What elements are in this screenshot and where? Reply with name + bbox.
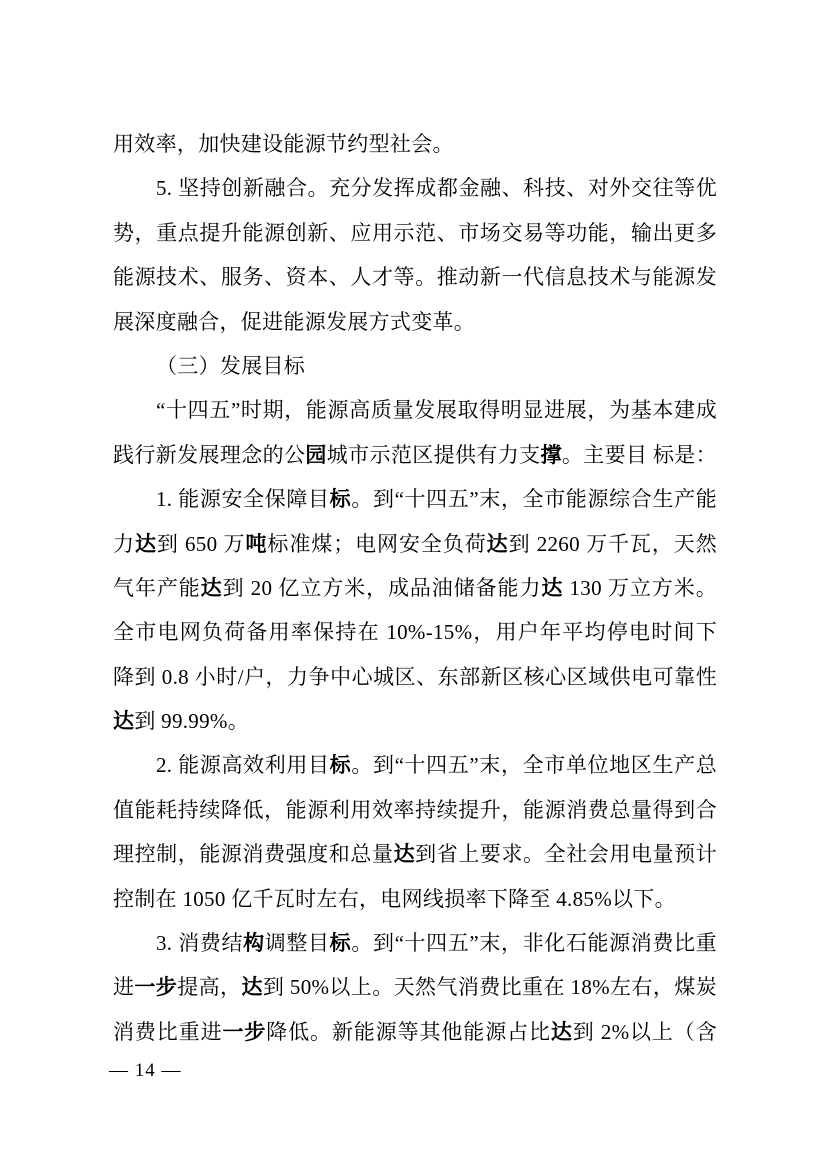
bold-text: 达: [113, 709, 135, 734]
text-run: 到 2%以上（含: [572, 1019, 717, 1044]
text-run: （三）发展目标: [156, 353, 306, 378]
text-run: “十四五”时期，能源高质量发展取得明显进展，为基本建成: [156, 398, 717, 423]
text-run: 值能耗持续降低，能源利用效率持续提升，能源消费总量得到合: [113, 797, 717, 822]
page-number-text: — 14 —: [109, 1060, 182, 1081]
bold-text: 达: [241, 975, 263, 1000]
text-run: 。主要目 标是：: [561, 442, 717, 467]
text-run: 。到“十四五”末，全市能源综合生产能: [351, 487, 718, 512]
bold-text: 达: [393, 842, 416, 867]
bold-text: 标: [329, 753, 352, 778]
bold-text: 园: [305, 442, 327, 467]
text-run: 5. 坚持创新融合。充分发挥成都金融、科技、对外交往等优: [156, 176, 717, 201]
text-line: [113, 211, 717, 255]
page-number: [109, 1056, 182, 1086]
bold-text: 标: [329, 931, 352, 956]
text-line: [113, 743, 717, 787]
text-run: 城市示范区提供有力支: [326, 442, 541, 467]
text-line: [113, 832, 717, 876]
text-run: 展深度融合，促进能源发展方式变革。: [113, 309, 476, 334]
text-run: 能源技术、服务、资本、人才等。推动新一代信息技术与能源发: [113, 265, 717, 290]
text-line: [113, 921, 717, 965]
bold-text: 达: [550, 1019, 573, 1044]
text-run: 到 20 亿立方米，成品油储备能力: [222, 575, 542, 600]
text-run: 降到 0.8 小时/户，力争中心城区、东部新区核心区域供电可靠性: [113, 664, 717, 689]
text-line: [113, 477, 717, 521]
text-line: [113, 166, 717, 210]
text-run: 势，重点提升能源创新、应用示范、市场交易等功能，输出更多: [113, 220, 717, 245]
text-run: 理控制，能源消费强度和总量: [113, 842, 394, 867]
text-run: 控制在 1050 亿千瓦时左右，电网线损率下降至 4.85%以下。: [113, 886, 676, 911]
text-run: 到 650 万: [156, 531, 246, 556]
text-line: [113, 1010, 717, 1054]
bold-text: 吨: [245, 531, 268, 556]
text-block: [113, 122, 717, 1054]
text-line: [113, 788, 717, 832]
text-line: [113, 255, 717, 299]
text-run: 践行新发展理念的公: [113, 442, 306, 467]
bold-text: 达: [486, 531, 509, 556]
text-run: 到 50%以上。天然气消费比重在 18%左右，煤炭: [262, 975, 717, 1000]
bold-text: 一步: [222, 1019, 267, 1044]
text-run: 1. 能源安全保障目: [156, 487, 330, 512]
text-run: 130 万立方米。: [563, 575, 717, 600]
text-run: 到省上要求。全社会用电量预计: [415, 842, 718, 867]
bold-text: 构: [243, 931, 265, 956]
bold-text: 撑: [540, 442, 562, 467]
text-line: [113, 433, 717, 477]
text-run: 降低。新能源等其他能源占比: [266, 1019, 551, 1044]
text-run: 到 99.99%。: [134, 709, 250, 734]
text-run: 。到“十四五”末，全市单位地区生产总: [351, 753, 718, 778]
text-line: [113, 300, 717, 344]
bold-text: 达: [541, 575, 564, 600]
bold-text: 达: [134, 531, 157, 556]
text-run: 到 2260 万千瓦，天然: [508, 531, 718, 556]
text-line: [113, 522, 717, 566]
text-line: [113, 877, 717, 921]
text-line: [113, 699, 717, 743]
bold-text: 标: [329, 487, 352, 512]
text-line: [113, 388, 717, 432]
text-run: 调整目: [264, 931, 330, 956]
text-run: 3. 消费结: [156, 931, 244, 956]
text-run: 提高，: [177, 975, 242, 1000]
text-run: 。到“十四五”末，非化石能源消费比重: [351, 931, 717, 956]
text-run: 气年产能: [113, 575, 201, 600]
text-run: 消费比重进: [113, 1019, 223, 1044]
text-line: [113, 655, 717, 699]
bold-text: 达: [200, 575, 223, 600]
text-line: [113, 965, 717, 1009]
text-line: [113, 610, 717, 654]
text-run: 标准煤；电网安全负荷: [267, 531, 487, 556]
text-run: 全市电网负荷备用率保持在 10%-15%，用户年平均停电时间下: [113, 620, 717, 645]
text-line: [113, 122, 717, 166]
text-line: [113, 344, 717, 388]
bold-text: 一步: [134, 975, 178, 1000]
text-run: 力: [113, 531, 135, 556]
text-run: 进: [113, 975, 135, 1000]
text-run: 2. 能源高效利用目: [156, 753, 330, 778]
text-line: [113, 566, 717, 610]
text-run: 用效率，加快建设能源节约型社会。: [113, 132, 454, 156]
